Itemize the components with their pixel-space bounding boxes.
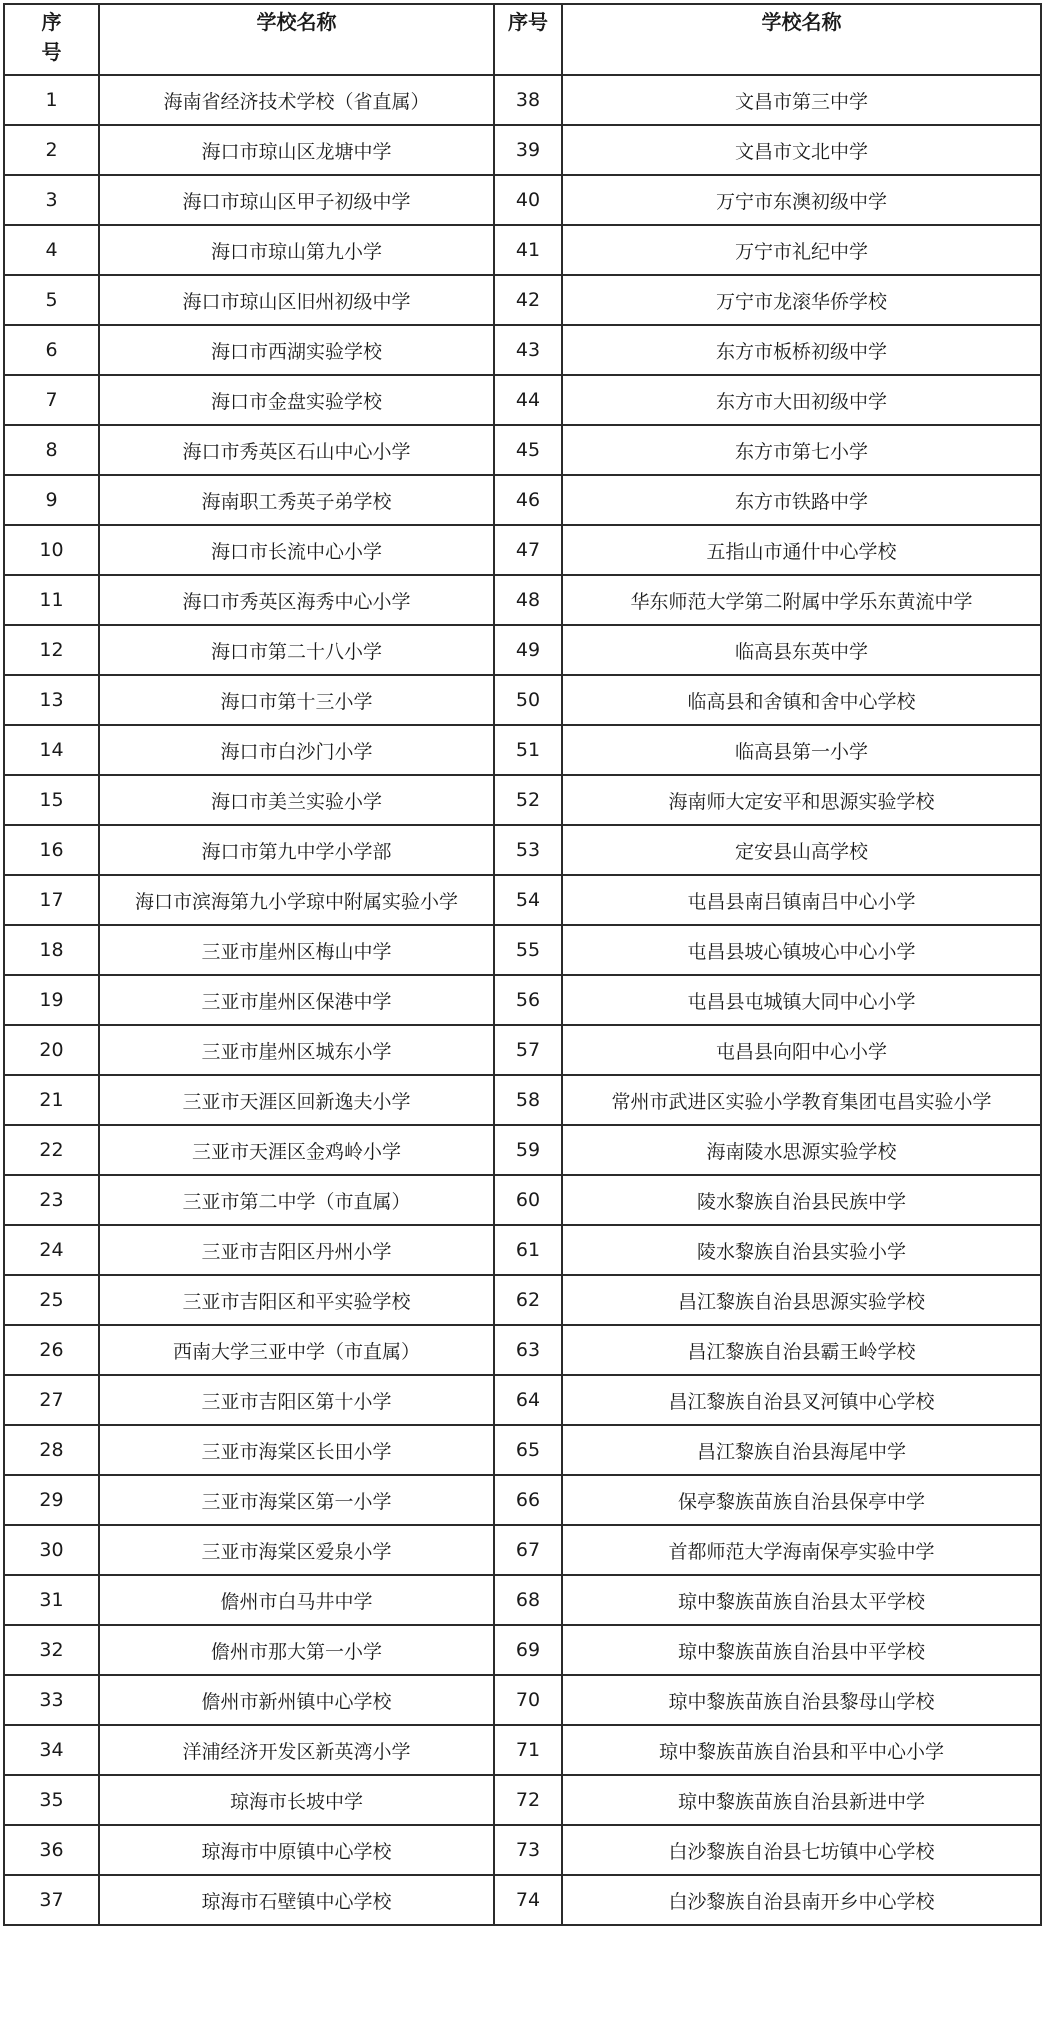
school-name-right: 屯昌县向阳中心小学 [562,1025,1041,1075]
school-name-right: 陵水黎族自治县实验小学 [562,1225,1041,1275]
school-name-right: 定安县山高学校 [562,825,1041,875]
row-number-left: 36 [4,1825,99,1875]
school-name-left: 海口市秀英区海秀中心小学 [99,575,494,625]
row-number-left: 37 [4,1875,99,1925]
school-name-right: 临高县东英中学 [562,625,1041,675]
table-row [4,1575,1041,1625]
row-number-right: 45 [494,425,562,475]
school-name-left: 海口市第九中学小学部 [99,825,494,875]
school-name-left: 三亚市第二中学（市直属） [99,1175,494,1225]
row-number-left: 24 [4,1225,99,1275]
row-number-right: 48 [494,575,562,625]
table-row [4,825,1041,875]
row-number-right: 61 [494,1225,562,1275]
school-name-right: 万宁市龙滚华侨学校 [562,275,1041,325]
row-number-right: 62 [494,1275,562,1325]
school-name-left: 海口市西湖实验学校 [99,325,494,375]
row-number-left: 35 [4,1775,99,1825]
row-number-left: 27 [4,1375,99,1425]
school-name-left: 三亚市海棠区第一小学 [99,1475,494,1525]
table-row [4,1525,1041,1575]
row-number-right: 38 [494,75,562,125]
table-row [4,425,1041,475]
school-name-right: 海南陵水思源实验学校 [562,1125,1041,1175]
table-row [4,625,1041,675]
row-number-left: 19 [4,975,99,1025]
row-number-left: 22 [4,1125,99,1175]
school-name-right: 临高县和舍镇和舍中心学校 [562,675,1041,725]
school-name-left: 海口市白沙门小学 [99,725,494,775]
table-row [4,1775,1041,1825]
row-number-right: 65 [494,1425,562,1475]
row-number-left: 6 [4,325,99,375]
table-row [4,1125,1041,1175]
table-row [4,1275,1041,1325]
school-name-left: 三亚市崖州区城东小学 [99,1025,494,1075]
table-row [4,875,1041,925]
school-name-right: 东方市板桥初级中学 [562,325,1041,375]
row-number-left: 9 [4,475,99,525]
row-number-right: 63 [494,1325,562,1375]
school-name-right: 白沙黎族自治县南开乡中心学校 [562,1875,1041,1925]
school-name-right: 琼中黎族苗族自治县中平学校 [562,1625,1041,1675]
table-row [4,1225,1041,1275]
school-name-right: 五指山市通什中心学校 [562,525,1041,575]
row-number-left: 4 [4,225,99,275]
row-number-right: 47 [494,525,562,575]
table-header-row [4,4,1041,75]
school-name-left: 海南省经济技术学校（省直属） [99,75,494,125]
row-number-left: 12 [4,625,99,675]
row-number-right: 41 [494,225,562,275]
school-name-left: 海口市琼山区龙塘中学 [99,125,494,175]
row-number-right: 52 [494,775,562,825]
school-list-table [3,3,1042,1926]
school-name-right: 琼中黎族苗族自治县黎母山学校 [562,1675,1041,1725]
row-number-right: 56 [494,975,562,1025]
row-number-left: 13 [4,675,99,725]
school-name-right: 万宁市礼纪中学 [562,225,1041,275]
school-name-left: 海口市美兰实验小学 [99,775,494,825]
row-number-left: 33 [4,1675,99,1725]
school-name-left: 儋州市白马井中学 [99,1575,494,1625]
school-name-right: 昌江黎族自治县霸王岭学校 [562,1325,1041,1375]
table-row [4,925,1041,975]
table-row [4,525,1041,575]
school-name-left: 海口市长流中心小学 [99,525,494,575]
row-number-left: 11 [4,575,99,625]
row-number-right: 70 [494,1675,562,1725]
row-number-right: 71 [494,1725,562,1775]
table-row [4,375,1041,425]
row-number-right: 49 [494,625,562,675]
school-name-right: 东方市第七小学 [562,425,1041,475]
row-number-left: 15 [4,775,99,825]
row-number-left: 32 [4,1625,99,1675]
row-number-right: 53 [494,825,562,875]
school-name-left: 海口市琼山区甲子初级中学 [99,175,494,225]
table-row [4,775,1041,825]
school-name-right: 屯昌县屯城镇大同中心小学 [562,975,1041,1025]
table-row [4,225,1041,275]
school-name-left: 海口市滨海第九小学琼中附属实验小学 [99,875,494,925]
row-number-left: 3 [4,175,99,225]
school-name-right: 屯昌县坡心镇坡心中心小学 [562,925,1041,975]
school-name-left: 三亚市吉阳区第十小学 [99,1375,494,1425]
school-name-left: 琼海市中原镇中心学校 [99,1825,494,1875]
header-number-left: 序号 [4,4,99,75]
school-name-right: 华东师范大学第二附属中学乐东黄流中学 [562,575,1041,625]
table-row [4,1675,1041,1725]
row-number-right: 46 [494,475,562,525]
school-name-left: 海口市琼山区旧州初级中学 [99,275,494,325]
school-name-left: 海口市金盘实验学校 [99,375,494,425]
school-name-right: 昌江黎族自治县思源实验学校 [562,1275,1041,1325]
school-name-right: 首都师范大学海南保亭实验中学 [562,1525,1041,1575]
table-row [4,325,1041,375]
table-row [4,1425,1041,1475]
school-name-right: 屯昌县南吕镇南吕中心小学 [562,875,1041,925]
table-row [4,1625,1041,1675]
row-number-left: 23 [4,1175,99,1225]
school-name-left: 琼海市长坡中学 [99,1775,494,1825]
school-name-right: 文昌市第三中学 [562,75,1041,125]
header-school-name-left: 学校名称 [99,4,494,75]
row-number-left: 25 [4,1275,99,1325]
school-name-left: 三亚市天涯区金鸡岭小学 [99,1125,494,1175]
school-name-left: 西南大学三亚中学（市直属） [99,1325,494,1375]
row-number-right: 68 [494,1575,562,1625]
school-name-left: 三亚市海棠区爱泉小学 [99,1525,494,1575]
row-number-left: 29 [4,1475,99,1525]
school-name-right: 昌江黎族自治县叉河镇中心学校 [562,1375,1041,1425]
table-row [4,1025,1041,1075]
row-number-right: 72 [494,1775,562,1825]
table-row [4,1825,1041,1875]
row-number-right: 50 [494,675,562,725]
table-row [4,1475,1041,1525]
row-number-left: 16 [4,825,99,875]
school-name-right: 常州市武进区实验小学教育集团屯昌实验小学 [562,1075,1041,1125]
school-name-right: 海南师大定安平和思源实验学校 [562,775,1041,825]
school-name-left: 琼海市石壁镇中心学校 [99,1875,494,1925]
school-name-left: 儋州市那大第一小学 [99,1625,494,1675]
table-body [4,75,1041,1925]
school-name-right: 文昌市文北中学 [562,125,1041,175]
row-number-left: 7 [4,375,99,425]
school-name-left: 海口市第十三小学 [99,675,494,725]
row-number-right: 54 [494,875,562,925]
school-name-right: 保亭黎族苗族自治县保亭中学 [562,1475,1041,1525]
row-number-left: 18 [4,925,99,975]
row-number-right: 64 [494,1375,562,1425]
school-name-left: 三亚市崖州区梅山中学 [99,925,494,975]
row-number-right: 43 [494,325,562,375]
school-name-left: 三亚市吉阳区和平实验学校 [99,1275,494,1325]
row-number-right: 42 [494,275,562,325]
row-number-left: 10 [4,525,99,575]
table-row [4,1375,1041,1425]
school-name-left: 洋浦经济开发区新英湾小学 [99,1725,494,1775]
school-name-left: 三亚市吉阳区丹州小学 [99,1225,494,1275]
school-name-left: 三亚市天涯区回新逸夫小学 [99,1075,494,1125]
school-name-right: 万宁市东澳初级中学 [562,175,1041,225]
school-name-left: 海口市第二十八小学 [99,625,494,675]
row-number-right: 39 [494,125,562,175]
table-row [4,1875,1041,1925]
school-name-left: 儋州市新州镇中心学校 [99,1675,494,1725]
school-name-left: 海口市秀英区石山中心小学 [99,425,494,475]
school-name-right: 临高县第一小学 [562,725,1041,775]
school-name-right: 白沙黎族自治县七坊镇中心学校 [562,1825,1041,1875]
row-number-left: 20 [4,1025,99,1075]
row-number-right: 67 [494,1525,562,1575]
row-number-left: 30 [4,1525,99,1575]
school-name-right: 琼中黎族苗族自治县新进中学 [562,1775,1041,1825]
table-row [4,1175,1041,1225]
row-number-right: 58 [494,1075,562,1125]
school-name-left: 海口市琼山第九小学 [99,225,494,275]
row-number-right: 40 [494,175,562,225]
row-number-left: 14 [4,725,99,775]
row-number-right: 57 [494,1025,562,1075]
row-number-left: 26 [4,1325,99,1375]
header-number-right: 序号 [494,4,562,75]
row-number-left: 31 [4,1575,99,1625]
table-row [4,75,1041,125]
school-name-right: 琼中黎族苗族自治县和平中心小学 [562,1725,1041,1775]
row-number-right: 59 [494,1125,562,1175]
table-row [4,1075,1041,1125]
school-name-right: 东方市大田初级中学 [562,375,1041,425]
school-name-left: 三亚市崖州区保港中学 [99,975,494,1025]
row-number-right: 66 [494,1475,562,1525]
row-number-left: 5 [4,275,99,325]
header-school-name-right: 学校名称 [562,4,1041,75]
row-number-right: 73 [494,1825,562,1875]
table-row [4,175,1041,225]
row-number-right: 74 [494,1875,562,1925]
row-number-right: 51 [494,725,562,775]
table-row [4,1325,1041,1375]
row-number-right: 44 [494,375,562,425]
row-number-right: 60 [494,1175,562,1225]
school-name-right: 东方市铁路中学 [562,475,1041,525]
school-name-left: 三亚市海棠区长田小学 [99,1425,494,1475]
row-number-left: 28 [4,1425,99,1475]
row-number-left: 8 [4,425,99,475]
school-name-right: 陵水黎族自治县民族中学 [562,1175,1041,1225]
row-number-left: 21 [4,1075,99,1125]
school-name-right: 琼中黎族苗族自治县太平学校 [562,1575,1041,1625]
table-row [4,675,1041,725]
row-number-left: 17 [4,875,99,925]
table-row [4,575,1041,625]
school-name-right: 昌江黎族自治县海尾中学 [562,1425,1041,1475]
row-number-right: 69 [494,1625,562,1675]
row-number-left: 2 [4,125,99,175]
school-name-left: 海南职工秀英子弟学校 [99,475,494,525]
row-number-left: 34 [4,1725,99,1775]
row-number-right: 55 [494,925,562,975]
table-row [4,725,1041,775]
table-row [4,475,1041,525]
row-number-left: 1 [4,75,99,125]
table-row [4,125,1041,175]
table-row [4,1725,1041,1775]
table-row [4,975,1041,1025]
table-row [4,275,1041,325]
